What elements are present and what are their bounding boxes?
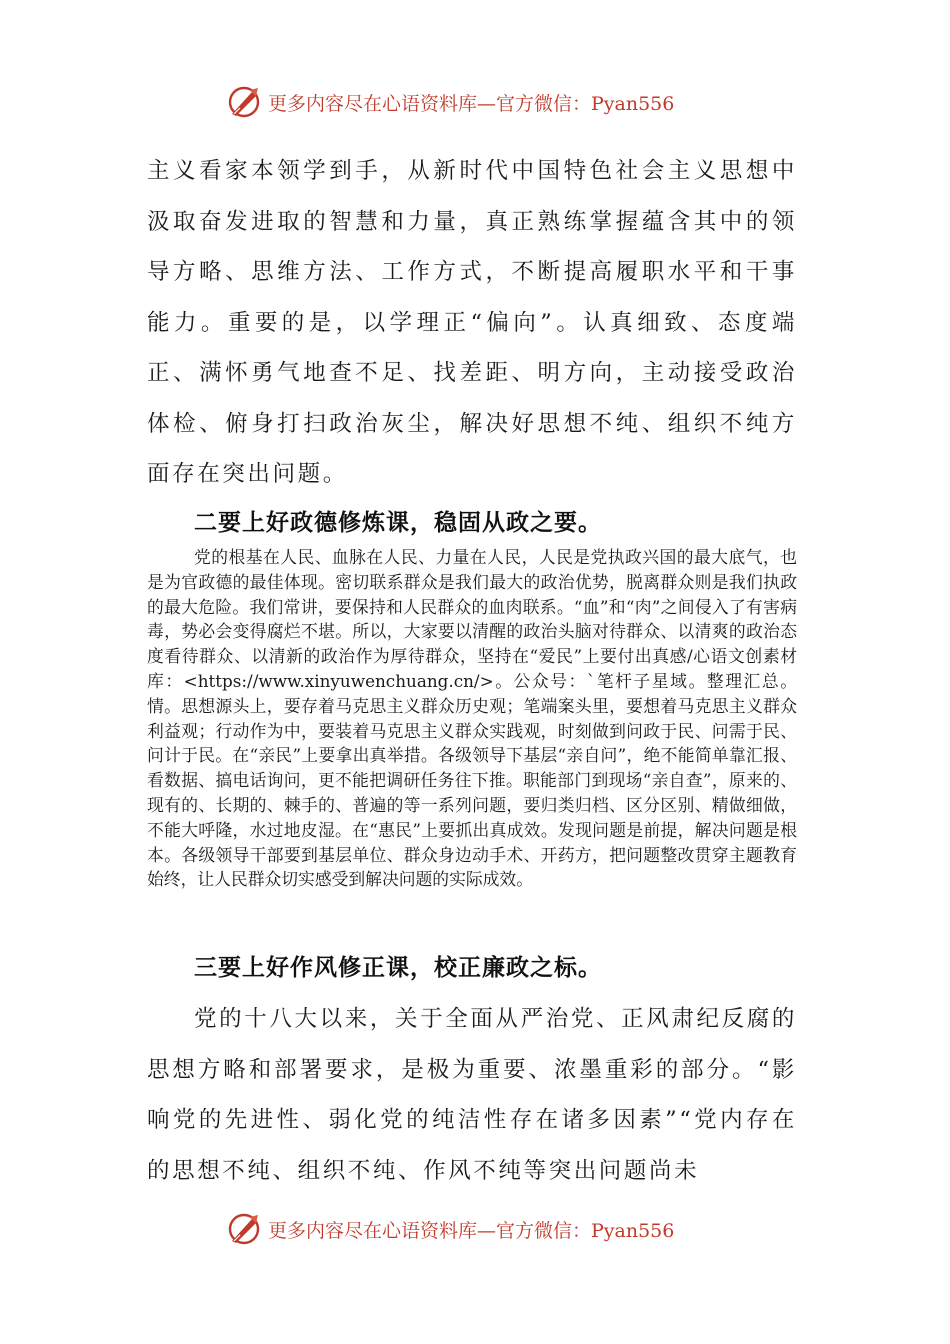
paragraph-1: 主义看家本领学到手，从新时代中国特色社会主义思想中汲取奋发进取的智慧和力量，真正熟练掌握蕴含其中的领导方略、思维方法、工作方式，不断提高履职水平和干事能力。重要的是，以学理正“偏向”。认真细致、态度端正、满怀勇气地查不足、找差距、明方向，主动接受政治体检、俯身打扫政治灰尘，解决好思想不纯、组织不纯方面存在突出问题。: [147, 158, 797, 487]
footer-banner-text: 更多内容尽在心语资料库—官方微信：Pyan556: [268, 1219, 675, 1242]
header-banner[interactable]: [226, 82, 746, 122]
header-banner-text: 更多内容尽在心语资料库—官方微信：Pyan556: [268, 92, 675, 115]
quill-logo-icon: [226, 84, 262, 120]
section-heading-3: 三要上好作风修正课，校正廉政之标。: [194, 955, 602, 981]
section-heading-2: 二要上好政德修炼课，稳固从政之要。: [194, 510, 602, 536]
paragraph-3: 党的十八大以来，关于全面从严治党、正风肃纪反腐的思想方略和部署要求，是极为重要、浓墨重彩的部分。“影响党的先进性、弱化党的纯洁性存在诸多因素”“党内存在的思想不纯、组织不纯、作风不纯等突出问题尚未: [147, 1006, 797, 1184]
paragraph-2: 党的根基在人民、血脉在人民、力量在人民，人民是党执政兴国的最大底气，也是为官政德的最佳体现。密切联系群众是我们最大的政治优势，脱离群众则是我们执政的最大危险。我们常讲，要保持和人民群众的血肉联系。“血”和“肉”之间侵入了有害病毒，势必会变得腐烂不堪。所以，大家要以清醒的政治头脑对待群众、以清爽的政治态度看待群众、以清新的政治作为厚待群众，坚持在“爱民”上要付出真感/心语文创素材库：<https://www.xinyuwenchuang.cn/>。公众号：`笔杆子星域。整理汇总。情。思想源头上，要存着马克思主义群众历史观；笔端案头里，要想着马克思主义群众利益观；行动作为中，要装着马克思主义群众实践观，时刻做到问政于民、问需于民、问计于民。在“亲民”上要拿出真举措。各级领导下基层“亲自问”，绝不能简单靠汇报、看数据、搞电话询问，更不能把调研任务往下推。职能部门到现场“亲自查”，原来的、现有的、长期的、棘手的、普遍的等一系列问题，要归类归档、区分区别、精做细做，不能大呼隆，水过地皮湿。在“惠民”上要抓出真成效。发现问题是前提，解决问题是根本。各级领导干部要到基层单位、群众身边动手术、开药方，把问题整改贯穿主题教育始终，让人民群众切实感受到解决问题的实际成效。: [147, 547, 797, 890]
footer-banner[interactable]: [226, 1209, 746, 1249]
quill-logo-icon: [226, 1211, 262, 1247]
